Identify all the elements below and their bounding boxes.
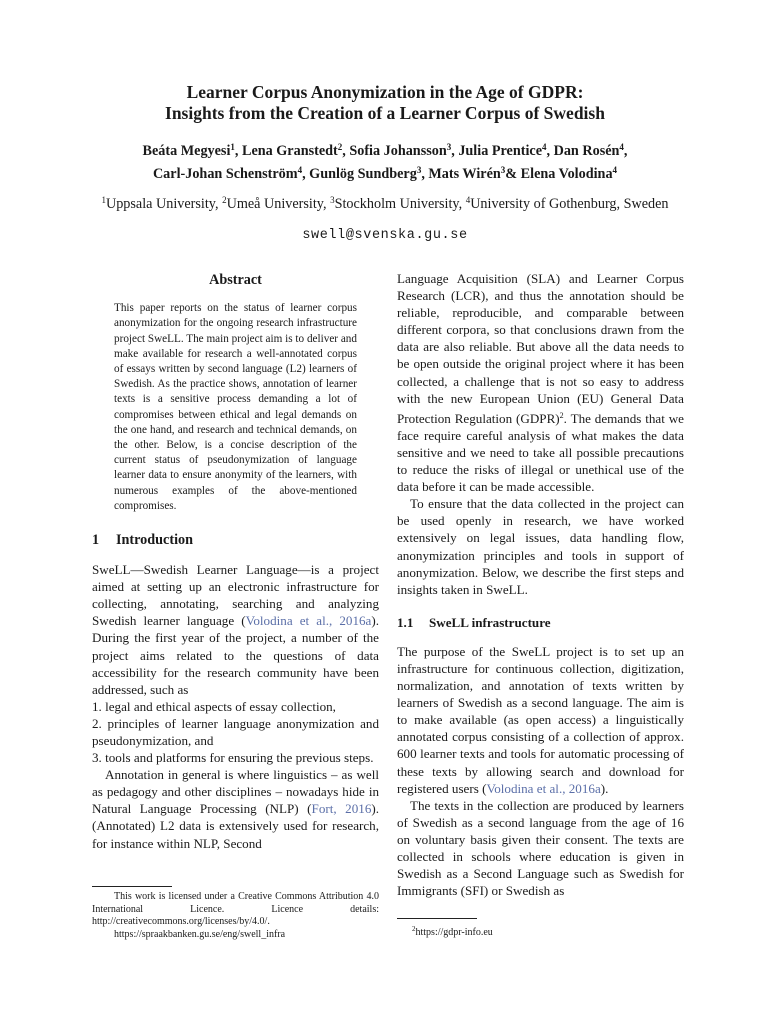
footnote-rule — [92, 886, 172, 887]
author: Gunlög Sundberg$^3$ — [309, 165, 422, 182]
author-list — [0, 138, 770, 184]
title-line-1: Learner Corpus Anonymization in the Age of GDPR: — [186, 82, 584, 102]
author: Sofia Johansson$^3$ — [349, 142, 452, 159]
license-text: This work is licensed under a Creative Commons Attribution 4.0 International Licence. Licence details: http://creativecommons.org/licenses/by/4.0/. — [92, 891, 379, 928]
footnote-rule — [397, 918, 477, 919]
author: Lena Granstedt$^2$ — [241, 142, 343, 159]
affiliations: $^1$Uppsala University, $^2$Umeå University, $^3$Stockholm University, $^4$University of Gothenburg, Sweden — [101, 195, 669, 212]
license-footnote — [92, 878, 379, 941]
citation-link[interactable]: Fort, 2016 — [311, 801, 372, 817]
intro-paragraph-2: Annotation in general is where linguistics – as well as pedagogy and other disciplines – nowadays hide in Natural Language Processing (NLP) (Fort, 2016). (Annotated) L2 data is extensively used for research, for instance within NLP, Second — [92, 767, 380, 851]
subsection-heading-swell-infrastructure: 1.1 SweLL infrastructure — [397, 614, 551, 630]
intro-paragraph-3: Language Acquisition (SLA) and Learner Corpus Research (LCR), and thus the annotation should be reliable, reproducible, and comparable between different corpora, so that conclusions drawn from the data are also reliable. But above all the data needs to be open outside the original project where it has been collected, a challenge that is not so easy to address with the new European Union (EU) General Data Protection Regulation (GDPR)$^2$. The demands that we face require careful analysis of what makes the data sensitive and we need to take all possible precautions to reduce the risks of illegal or unethical use of the data before it can be made accessible. — [397, 271, 684, 495]
section-heading-introduction: 1 Introduction — [92, 531, 193, 548]
list-item: 3. tools and platforms for ensuring the previous steps. — [92, 750, 374, 766]
swell-paragraph-1: The purpose of the SweLL project is to set up an infrastructure for continuous collection, digitization, normalization, and annotation of texts written by learners of Swedish as a second language. The aim is to make available (as open access) a linguistically annotated corpus consisting of a collection of approx. 600 learner texts and tools for automatic processing of these texts by allowing search and download for registered users (Volodina et al., 2016a). — [397, 643, 684, 796]
author: Beáta Megyesi$^1$ — [142, 142, 235, 159]
author: Mats Wirén$^3$ — [428, 165, 506, 182]
swell-paragraph-2: The texts in the collection are produced by learners of Swedish as a second language from the age of 16 on voluntary basis given their consent. The texts are collected in schools where education is given in Swedish as a Second Language such as Swedish for Immigrants (SFI) or Swedish as — [397, 797, 684, 899]
footnote-marker[interactable]: 2 — [559, 410, 564, 420]
left-column — [92, 270, 379, 852]
author: Carl-Johan Schenström$^4$ — [152, 165, 303, 182]
author-line-2: Carl-Johan Schenström$^4$, Gunlög Sundberg$^3$, Mats Wirén$^3$& Elena Volodina$^4$ — [152, 165, 618, 182]
author: Dan Rosén$^4$ — [553, 142, 624, 159]
gdpr-url[interactable]: https://gdpr-info.eu — [415, 927, 493, 938]
intro-paragraph-4: To ensure that the data collected in the project can be used openly in research, we have worked extensively on legal issues, data handling flow, anonymization principles and tools in support of anonymization. Below, we describe the first steps and insights taken in SweLL. — [397, 496, 684, 597]
gdpr-footnote: $^2$https://gdpr-info.eu — [397, 910, 684, 940]
abstract-text: This paper reports on the status of learner corpus anonymization for the ongoing research infrastructure project SweLL. The main project aim is to deliver and make available for research a well-annotated corpus of essays written by second language (L2) learners of Swedish. As the practice shows, annotation of learner texts is a sensitive process demanding a lot of compromises between ethical and legal demands on the one hand, and research and technical demands, on the other. Below, is a concise description of the current status of pseudonymization of language learner data to ensure anonymity of the learners, with numerous examples of the above-mentioned compromises. — [114, 302, 357, 512]
title-line-2: Insights from the Creation of a Learner Corpus of Swedish — [165, 103, 605, 123]
author-line-1: Beáta Megyesi$^1$, Lena Granstedt$^2$, Sofia Johansson$^3$, Julia Prentice$^4$, Dan Rosén$^4$, — [142, 142, 628, 159]
abstract-heading: Abstract — [209, 272, 262, 288]
project-url[interactable]: https://spraakbanken.gu.se/eng/swell_infra — [114, 928, 286, 940]
author: Elena Volodina$^4$ — [520, 165, 618, 182]
citation-link[interactable]: Volodina et al., 2016a — [245, 613, 372, 629]
author: Julia Prentice$^4$ — [458, 142, 547, 159]
list-item: 2. principles of learner language anonymization and pseudonymization, and — [92, 715, 379, 748]
citation-link[interactable]: Volodina et al., 2016a — [486, 780, 601, 796]
paper-title — [0, 82, 770, 124]
contact-email[interactable]: swell@svenska.gu.se — [302, 228, 468, 243]
list-item: 1. legal and ethical aspects of essay collection, — [92, 698, 336, 714]
right-column — [397, 270, 684, 899]
intro-paragraph-1: SweLL—Swedish Learner Language—is a project aimed at setting up an electronic infrastructure for collecting, annotating, searching and analyzing Swedish learner language (Volodina et al., 2016a). During the first year of the project, a number of the project aims related to the questions of data accessibility for the research community have been addressed, such as — [92, 562, 379, 697]
